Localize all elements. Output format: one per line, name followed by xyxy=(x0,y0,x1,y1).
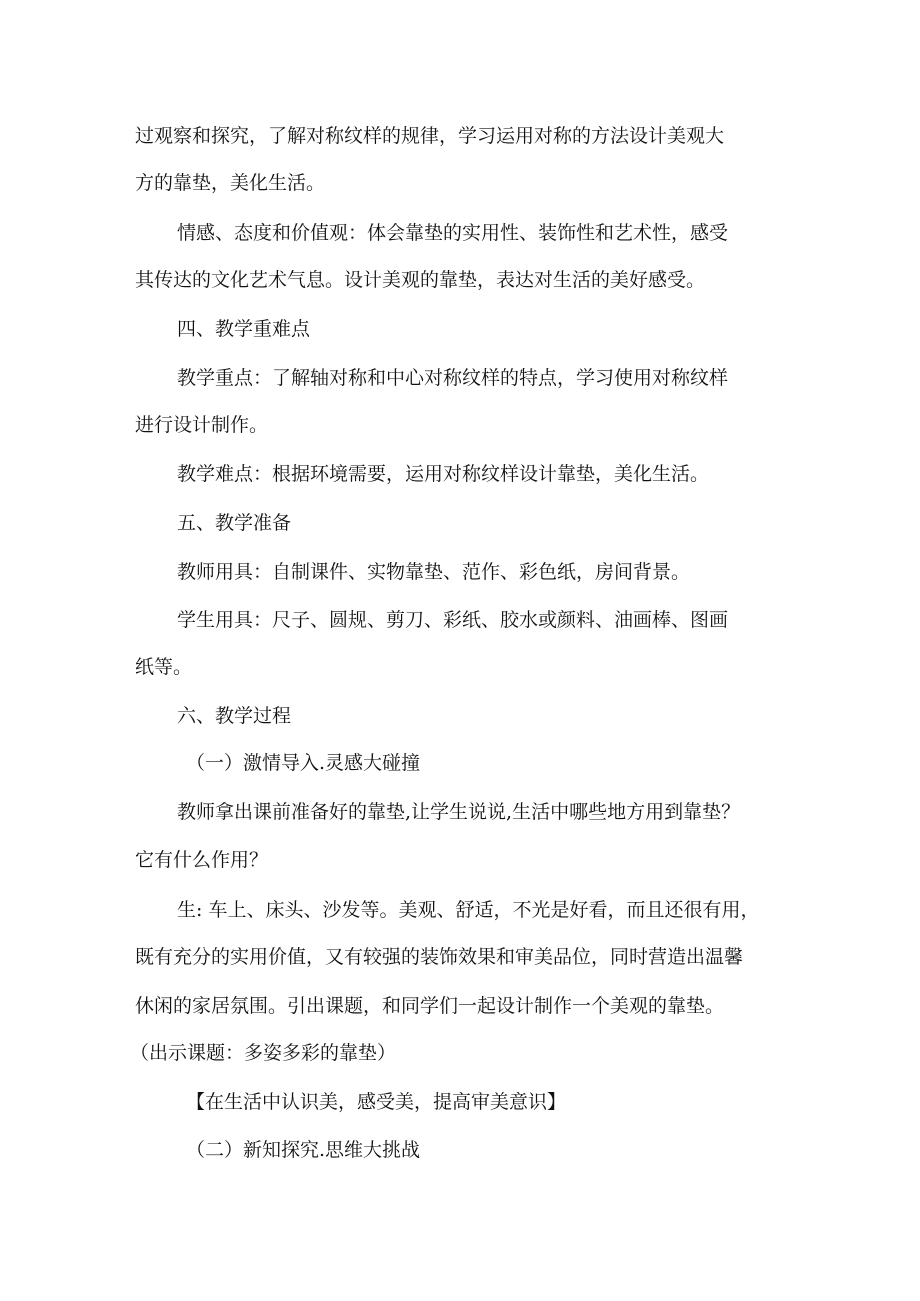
text-line: 纸等。 xyxy=(135,656,193,678)
subsection-heading: （二）新知探究.思维大挑战 xyxy=(186,1139,421,1161)
text-line: 方的靠垫，美化生活。 xyxy=(135,172,326,194)
text-line: 教学难点：根据环境需要，运用对称纹样设计靠垫，美化生活。 xyxy=(177,463,710,485)
text-line: 教学重点：了解轴对称和中心对称纹样的特点，学习使用对称纹样 xyxy=(177,367,729,389)
text-line: 既有充分的实用价值，又有较强的装饰效果和审美品位，同时营造出温馨 xyxy=(135,946,744,968)
section-heading: 五、教学准备 xyxy=(177,512,292,534)
text-line: 它有什么作用？ xyxy=(135,849,269,871)
text-line: 其传达的文化艺术气息。设计美观的靠垫，表达对生活的美好感受。 xyxy=(135,269,706,291)
text-line: （出示课题：多姿多彩的靠垫） xyxy=(130,1042,397,1064)
text-line: 过观察和探究，了解对称纹样的规律，学习运用对称的方法设计美观大 xyxy=(135,125,725,147)
text-line: 教师用具：自制课件、实物靠垫、范作、彩色纸，房间背景。 xyxy=(177,561,691,583)
section-heading: 四、教学重难点 xyxy=(177,318,311,340)
section-heading: 六、教学过程 xyxy=(177,705,292,727)
text-line: 情感、态度和价值观：体会靠垫的实用性、装饰性和艺术性，感受 xyxy=(177,222,729,244)
subsection-heading: （一）激情导入.灵感大碰撞 xyxy=(186,752,421,774)
text-line: 休闲的家居氛围。引出课题，和同学们一起设计制作一个美观的靠垫。 xyxy=(135,995,725,1017)
text-line: 学生用具：尺子、圆规、剪刀、彩纸、胶水或颜料、油画棒、图画 xyxy=(177,609,729,631)
text-line: 生: 车上、床头、沙发等。美观、舒适，不光是好看，而且还很有用， xyxy=(177,899,760,921)
emphasis-line: 【在生活中认识美，感受美，提高审美意识】 xyxy=(186,1091,567,1113)
text-line: 进行设计制作。 xyxy=(135,414,269,436)
text-line: 教师拿出课前准备好的靠垫,让学生说说,生活中哪些地方用到靠垫？ xyxy=(177,801,741,823)
